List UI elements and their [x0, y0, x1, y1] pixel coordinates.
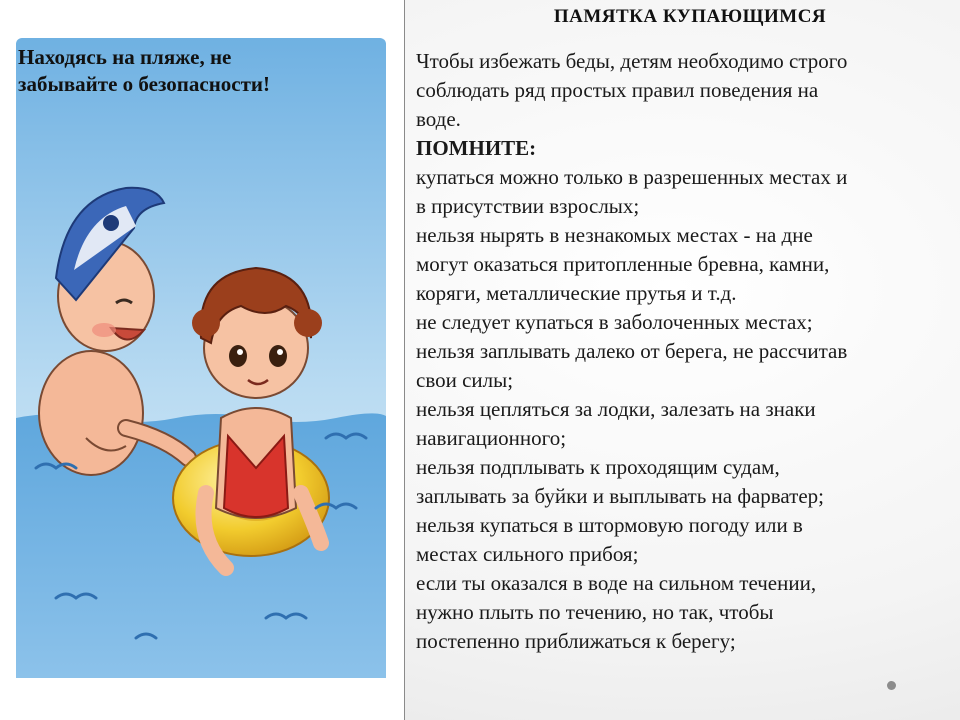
slide-bullet-dot — [887, 681, 896, 690]
boy-cap-emblem — [103, 215, 119, 231]
boy-body — [39, 351, 143, 475]
memo-line: соблюдать ряд простых правил поведения на — [416, 78, 819, 102]
memo-line: навигационного; — [416, 426, 567, 450]
memo-line: свои силы; — [416, 368, 514, 392]
memo-line: нужно плыть по течению, но так, чтобы — [416, 600, 774, 624]
memo-line: могут оказаться притопленные бревна, камни, — [416, 252, 830, 276]
memo-line: Чтобы избежать беды, детям необходимо строго — [416, 49, 848, 73]
memo-line: нельзя нырять в незнакомых местах - на дне — [416, 223, 813, 247]
memo-line: нельзя купаться в штормовую погоду или в — [416, 513, 803, 537]
memo-line: нельзя подплывать к проходящим судам, — [416, 455, 780, 479]
children-swimming-illustration — [16, 38, 386, 678]
memo-line: нельзя заплывать далеко от берега, не рассчитав — [416, 339, 848, 363]
beach-safety-caption: Находясь на пляже, не забывайте о безопасности! — [18, 45, 271, 96]
memo-line: постепенно приближаться к берегу; — [416, 629, 736, 653]
memo-line: местах сильного прибоя; — [416, 542, 639, 566]
girl-eye-right — [269, 345, 287, 367]
memo-line: в присутствии взрослых; — [416, 194, 640, 218]
panel-divider — [404, 0, 405, 720]
memo-line: купаться можно только в разрешенных местах и — [416, 165, 848, 189]
memo-line: не следует купаться в заболоченных местах; — [416, 310, 813, 334]
memo-line: воде. — [416, 107, 461, 131]
illustration-panel — [0, 0, 404, 720]
memo-line: заплывать за буйки и выплывать на фарватер; — [416, 484, 825, 508]
memo-remember-heading: ПОМНИТЕ: — [416, 136, 537, 160]
memo-title: ПАМЯТКА КУПАЮЩИМСЯ — [553, 6, 827, 27]
memo-body — [416, 47, 960, 656]
memo-line: нельзя цепляться за лодки, залезать на знаки — [416, 397, 816, 421]
memo-line: коряги, металлические прутья и т.д. — [416, 281, 737, 305]
memo-line: если ты оказался в воде на сильном течении, — [416, 571, 817, 595]
girl-eye-left — [229, 345, 247, 367]
boy-cheek — [92, 323, 116, 337]
